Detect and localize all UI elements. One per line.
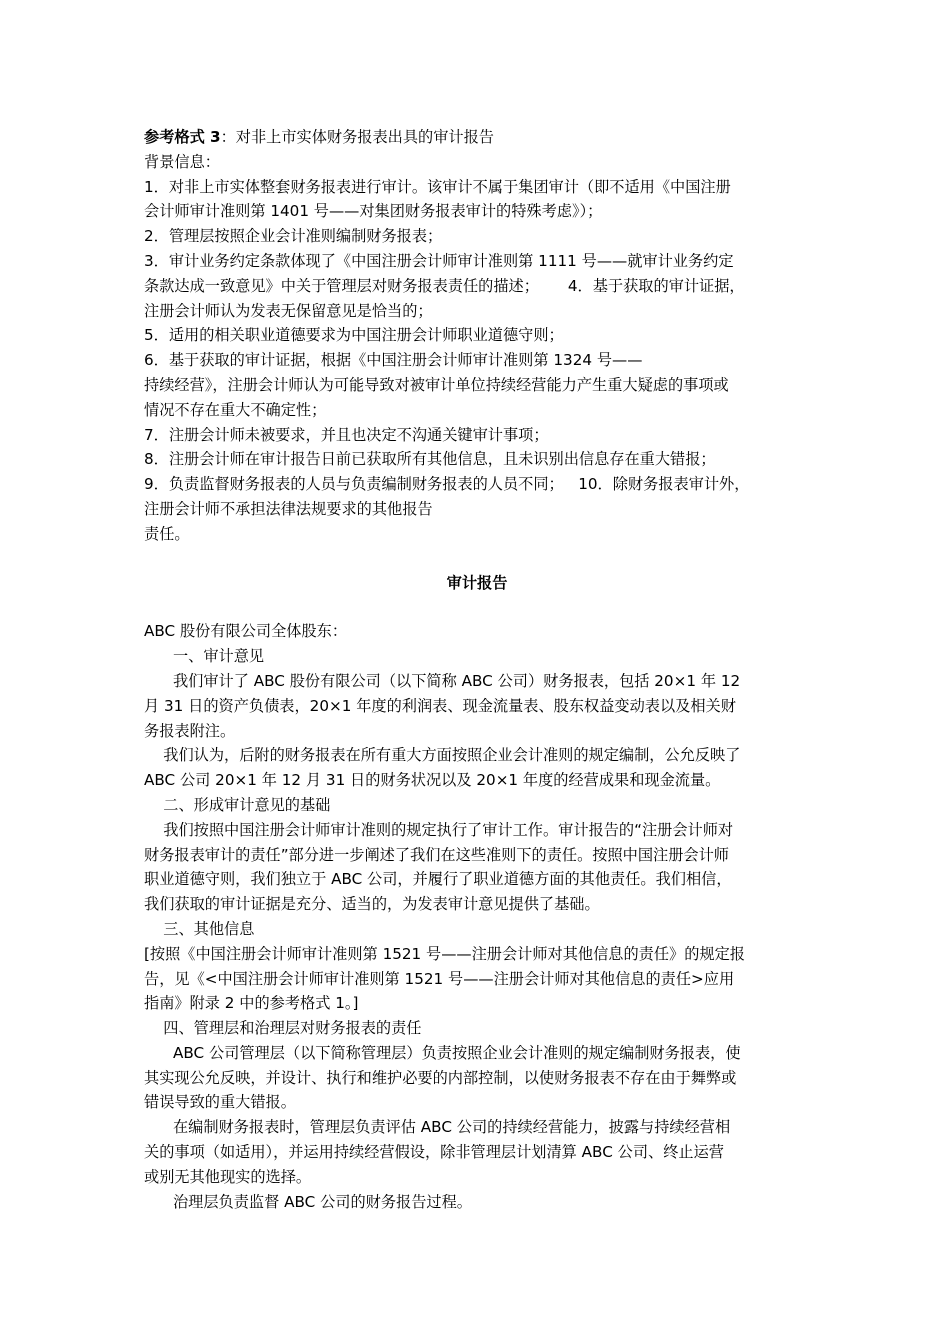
background-line: 6．基于获取的审计证据，根据《中国注册会计师审计准则第 1324 号—— <box>144 351 643 370</box>
report-line: 在编制财务报表时，管理层负责评估 ABC 公司的持续经营能力，披露与持续经营相 <box>144 1118 731 1137</box>
report-line: ABC 公司 20×1 年 12 月 31 日的财务状况以及 20×1 年度的经营成果和现金流量。 <box>144 771 721 790</box>
report-line: 或别无其他现实的选择。 <box>144 1167 312 1186</box>
background-line: 7．注册会计师未被要求，并且也决定不沟通关键审计事项； <box>144 425 549 444</box>
report-line: 其实现公允反映，并设计、执行和维护必要的内部控制，以使财务报表不存在由于舞弊或 <box>144 1068 737 1087</box>
report-line: 四、管理层和治理层对财务报表的责任 <box>144 1019 422 1038</box>
background-line: 8．注册会计师在审计报告日前已获取所有其他信息，且未识别出信息存在重大错报； <box>144 450 716 469</box>
report-line: ABC 公司管理层（以下简称管理层）负责按照企业会计准则的规定编制财务报表，使 <box>144 1043 741 1062</box>
background-title: 背景信息： <box>144 152 220 171</box>
background-line: 注册会计师不承担法律法规要求的其他报告 <box>144 499 433 518</box>
format-heading <box>144 125 810 150</box>
report-line: 务报表附注。 <box>144 721 236 740</box>
report-body <box>144 619 810 1214</box>
report-line: 治理层负责监督 ABC 公司的财务报告过程。 <box>144 1192 472 1211</box>
background-line: 2．管理层按照企业会计准则编制财务报表； <box>144 227 443 246</box>
report-line: 我们获取的审计证据是充分、适当的，为发表审计意见提供了基础。 <box>144 895 600 914</box>
report-line: 关的事项（如适用），并运用持续经营假设，除非管理层计划清算 ABC 公司、终止运营 <box>144 1143 724 1162</box>
background-line: 注册会计师认为发表无保留意见是恰当的； <box>144 301 433 320</box>
report-line: 职业道德守则，我们独立于 ABC 公司，并履行了职业道德方面的其他责任。我们相信， <box>144 870 732 889</box>
background-line: 1．对非上市实体整套财务报表进行审计。该审计不属于集团审计（即不适用《中国注册 <box>144 177 731 196</box>
document-page <box>144 125 810 1214</box>
background-line: 责任。 <box>144 524 190 543</box>
background-list <box>144 175 810 547</box>
report-line: 一、审计意见 <box>144 647 265 666</box>
format-label: 参考格式 3 <box>144 128 221 146</box>
report-title: 审计报告 <box>446 573 508 592</box>
format-description: ：对非上市实体财务报表出具的审计报告 <box>220 128 494 146</box>
report-line: 三、其他信息 <box>144 919 255 938</box>
report-line: 我们认为，后附的财务报表在所有重大方面按照企业会计准则的规定编制，公允反映了 <box>144 746 741 765</box>
background-line: 3．审计业务约定条款体现了《中国注册会计师审计准则第 1111 号——就审计业务约定 <box>144 251 734 270</box>
report-line: 我们审计了 ABC 股份有限公司（以下简称 ABC 公司）财务报表，包括 20×1 年 12 <box>144 671 741 690</box>
report-line: 财务报表审计的责任”部分进一步阐述了我们在这些准则下的责任。按照中国注册会计师 <box>144 845 729 864</box>
background-line: 5．适用的相关职业道德要求为中国注册会计师职业道德守则； <box>144 326 564 345</box>
report-line: [按照《中国注册会计师审计准则第 1521 号——注册会计师对其他信息的责任》的规定报 <box>144 944 745 963</box>
background-line: 9．负责监督财务报表的人员与负责编制财务报表的人员不同； 10．除财务报表审计外， <box>144 475 750 494</box>
background-line: 情况不存在重大不确定性； <box>144 400 327 419</box>
report-line: 我们按照中国注册会计师审计准则的规定执行了审计工作。审计报告的“注册会计师对 <box>144 820 734 839</box>
background-line: 持续经营》，注册会计师认为可能导致对被审计单位持续经营能力产生重大疑虑的事项或 <box>144 375 729 394</box>
report-line: 月 31 日的资产负债表，20×1 年度的利润表、现金流量表、股东权益变动表以及相关财 <box>144 696 736 715</box>
report-line: 二、形成审计意见的基础 <box>144 795 331 814</box>
report-line: ABC 股份有限公司全体股东： <box>144 622 348 641</box>
background-line: 条款达成一致意见》中关于管理层对财务报表责任的描述； 4．基于获取的审计证据， <box>144 276 745 295</box>
background-line: 会计师审计准则第 1401 号——对集团财务报表审计的特殊考虑》）； <box>144 202 603 221</box>
report-line: 指南》附录 2 中的参考格式 1。] <box>144 994 359 1013</box>
report-line: 告，见《<中国注册会计师审计准则第 1521 号——注册会计师对其他信息的责任>应用 <box>144 969 735 988</box>
report-line: 错误导致的重大错报。 <box>144 1093 296 1112</box>
